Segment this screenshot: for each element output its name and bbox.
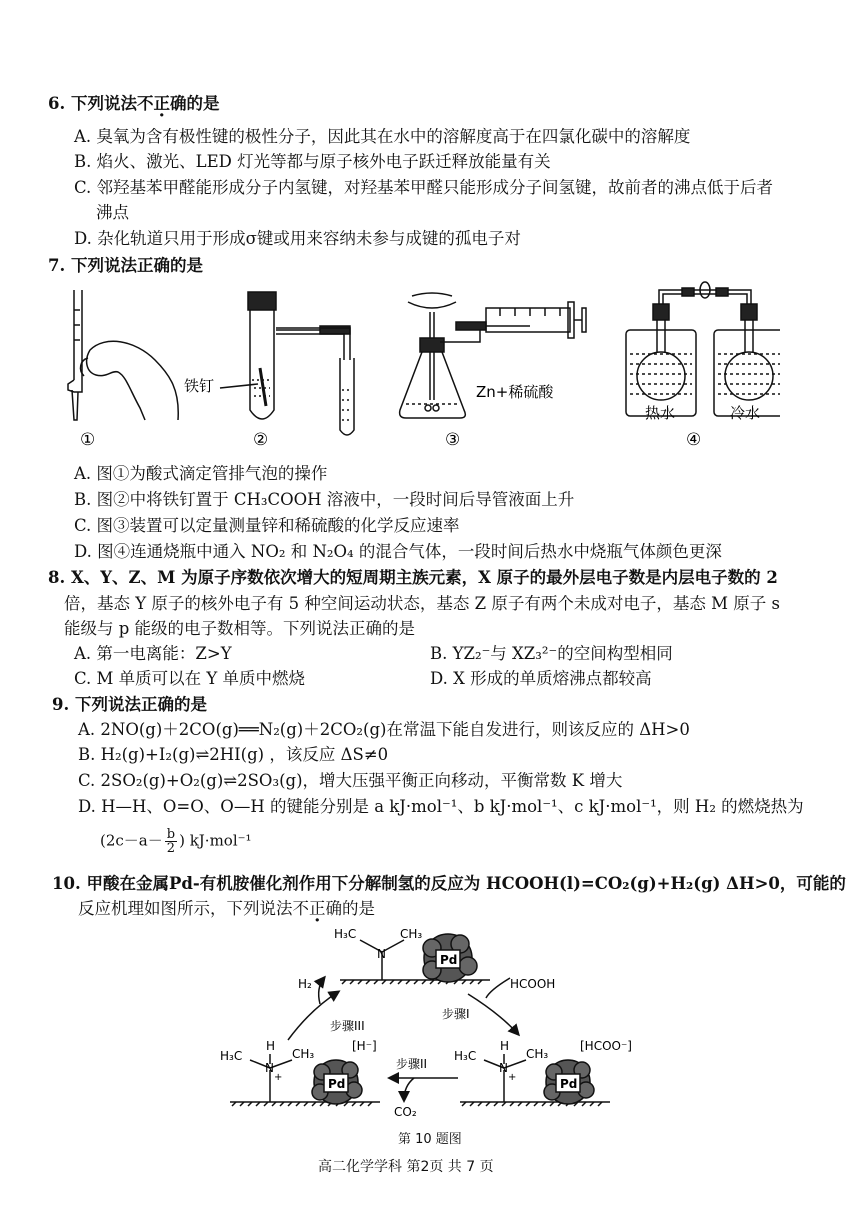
fig1-number: ① [80, 430, 96, 450]
q6-stem: 6. 下列说法不正确的是 [48, 94, 220, 113]
label-hcooh: HCOOH [510, 977, 556, 991]
label-step3: 步骤III [330, 1019, 365, 1033]
page-footer: 高二化学学科 第2页 共 7 页 [318, 1159, 494, 1175]
fig2-test-tube [220, 292, 354, 435]
left-n: N [265, 1061, 274, 1075]
left-pd: Pd [328, 1077, 346, 1091]
q8-option-c: C. M 单质可以在 Y 单质中燃烧 [74, 669, 306, 688]
right-catalyst [460, 1054, 610, 1106]
q7-figures [60, 280, 780, 460]
fig3-number: ③ [445, 430, 461, 450]
q8-stem-line1: 8. X、Y、Z、M 为原子序数依次增大的短周期主族元素，X 原子的最外层电子数是内层电子数的 2 [48, 568, 778, 587]
left-hydride: [H⁻] [352, 1039, 377, 1053]
q8-option-b: B. YZ₂⁻与 XZ₃²⁻的空间构型相同 [430, 644, 673, 663]
q10-emphasis: 不正确 [292, 899, 342, 918]
q6-emphasis: 不正确 [136, 94, 187, 113]
fraction-b-over-2: $\frac{b}{2}$ [166, 827, 176, 856]
q10-figure-caption: 第 10 题图 [398, 1132, 462, 1147]
top-pd: Pd [440, 953, 458, 967]
q7-option-d: D. 图④连通烧瓶中通入 NO₂ 和 N₂O₄ 的混合气体，一段时间后热水中烧瓶气体颜色更深 [74, 542, 722, 561]
fig1-burette [68, 290, 178, 420]
q9-option-d-expression: (2c－a－ $\frac{b}{2}$ ) kJ·mol⁻¹ [100, 827, 252, 856]
q6-option-c: C. 邻羟基苯甲醛能形成分子内氢键，对羟基苯甲醛只能形成分子间氢键，故前者的沸点低于后者 [74, 178, 774, 197]
left-h3c: H₃C [220, 1049, 243, 1063]
q10-stem-line1: 10. 甲酸在金属Pd-有机胺催化剂作用下分解制氢的反应为 HCOOH(l)=CO₂(g)+H₂(g) ΔH>0，可能的 [52, 874, 846, 893]
q7-option-b: B. 图②中将铁钉置于 CH₃COOH 溶液中，一段时间后导管液面上升 [74, 490, 575, 509]
arrow-hcooh [486, 978, 510, 998]
label-h2: H₂ [298, 977, 312, 991]
fig4-number: ④ [686, 430, 702, 450]
fig2-number: ② [253, 430, 269, 450]
q6-option-b: B. 焰火、激光、LED 灯光等都与原子核外电子跃迁释放能量有关 [74, 152, 551, 171]
label-co2: CO₂ [394, 1105, 417, 1119]
right-n: N [499, 1061, 508, 1075]
arrow-step1 [468, 994, 518, 1034]
arrow-h2 [319, 978, 324, 1004]
q10-stem-line2: 反应机理如图所示，下列说法不正确的是 [78, 899, 375, 918]
top-ch3: CH₃ [400, 927, 423, 941]
q8-stem-line3: 能级与 p 能级的电子数相等。下列说法正确的是 [64, 619, 416, 638]
right-pd: Pd [560, 1077, 578, 1091]
q9-option-d: D. H—H、O=O、O—H 的键能分别是 a kJ·mol⁻¹、b kJ·mol⁻¹、c kJ·mol⁻¹，则 H₂ 的燃烧热为 [78, 797, 804, 816]
label-step2: 步骤II [396, 1057, 428, 1071]
q7-option-a: A. 图①为酸式滴定管排气泡的操作 [74, 464, 328, 483]
q9-option-a: A. 2NO(g)＋2CO(g)══N₂(g)＋2CO₂(g)在常温下能自发进行，则该反应的 ΔH>0 [78, 720, 690, 739]
q9-option-c: C. 2SO₂(g)+O₂(g)⇌2SO₃(g)，增大压强平衡正向移动，平衡常数 K 增大 [78, 771, 623, 790]
q6-option-a: A. 臭氧为含有极性键的极性分子，因此其在水中的溶解度高于在四氯化碳中的溶解度 [74, 127, 691, 146]
top-h3c: H₃C [334, 927, 357, 941]
right-formate: [HCOO⁻] [580, 1039, 632, 1053]
top-catalyst [340, 934, 490, 984]
q6-option-d: D. 杂化轨道只用于形成σ键或用来容纳未参与成键的孤电子对 [74, 229, 521, 248]
q9-option-b: B. H₂(g)+I₂(g)⇌2HI(g) ，该反应 ΔS≠0 [78, 745, 389, 764]
q8-option-a: A. 第一电离能：Z>Y [74, 644, 232, 663]
left-ch3: CH₃ [292, 1047, 315, 1061]
arrow-co2 [404, 1078, 414, 1100]
top-n: N [377, 947, 386, 961]
left-catalyst [230, 1054, 380, 1106]
fig3-zn-acid-label: Zn+稀硫酸 [476, 383, 554, 401]
right-plus: + [508, 1072, 517, 1083]
q6-option-c-cont: 沸点 [96, 203, 129, 222]
left-plus: + [274, 1072, 283, 1083]
right-h: H [500, 1039, 510, 1053]
label-step1: 步骤I [442, 1007, 470, 1021]
right-h3c: H₃C [454, 1049, 477, 1063]
q10-mechanism-diagram [200, 922, 680, 1122]
q8-stem-line2: 倍，基态 Y 原子的核外电子有 5 种空间运动状态，基态 Z 原子有两个未成对电子，基态 M 原子 s [64, 594, 780, 613]
left-h: H [266, 1039, 276, 1053]
fig4-hot-water-label: 热水 [645, 404, 676, 422]
q8-option-d: D. X 形成的单质熔沸点都较高 [430, 669, 652, 688]
q7-option-c: C. 图③装置可以定量测量锌和稀硫酸的化学反应速率 [74, 516, 460, 535]
fig4-cold-water-label: 冷水 [730, 404, 761, 422]
fig4-two-flasks [626, 282, 780, 416]
right-ch3: CH₃ [526, 1047, 549, 1061]
q9-stem: 9. 下列说法正确的是 [52, 695, 207, 714]
q7-stem: 7. 下列说法正确的是 [48, 256, 203, 275]
fig2-iron-nail-label: 铁钉 [184, 377, 215, 395]
